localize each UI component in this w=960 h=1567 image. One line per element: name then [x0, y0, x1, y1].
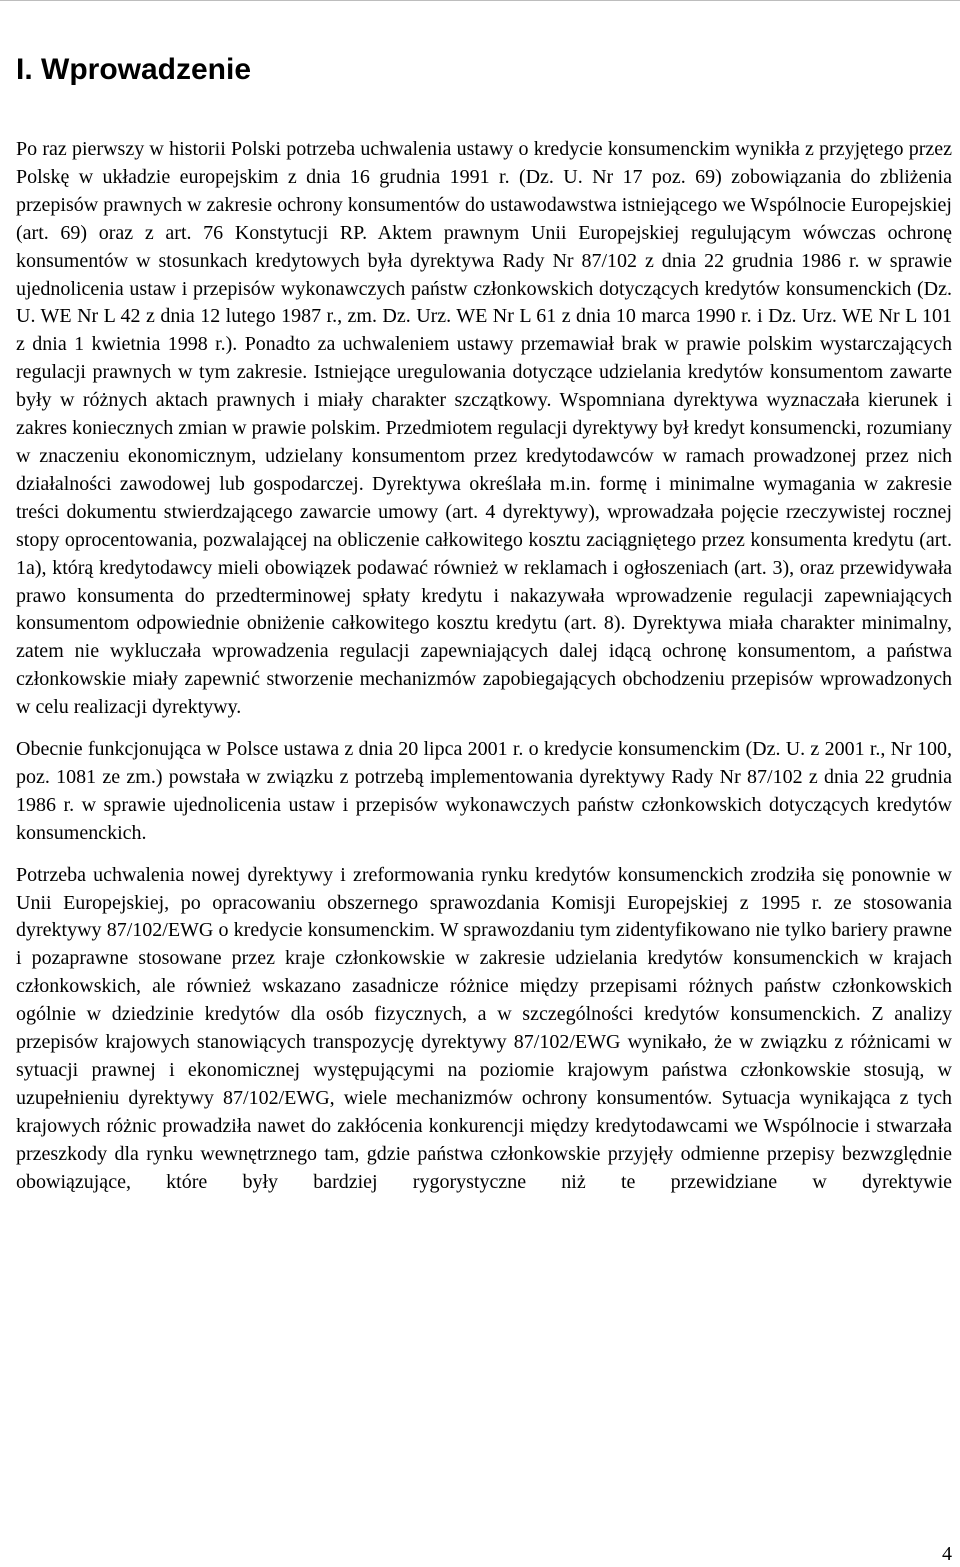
paragraph-1: Po raz pierwszy w historii Polski potrzeba uchwalenia ustawy o kredycie konsumenckim wynikła z przyjętego przez Polskę w układzie europejskim z dnia 16 grudnia 1991 r. (Dz. U. Nr 17 poz. 69) zobowiązania do zbliżenia przepisów prawnych w zakresie ochrony konsumentów do ustawodawstwa istniejącego we Wspólnocie Europejskiej (art. 69) oraz z art. 76 Konstytucji RP. Aktem prawnym Unii Europejskiej regulującym wówczas ochronę konsumentów w stosunkach kredytowych była dyrektywa Rady Nr 87/102 z dnia 22 grudnia 1986 r. w sprawie ujednolicenia ustaw i przepisów wykonawczych państw członkowskich dotyczących kredytów konsumenckich (Dz. U. WE Nr L 42 z dnia 12 lutego 1987 r., zm. Dz. Urz. WE Nr L 61 z dnia 10 marca 1990 r. i Dz. Urz. WE Nr L 101 z dnia 1 kwietnia 1998 r.). Ponadto za uchwaleniem ustawy przemawiał brak w prawie polskim wystarczających regulacji prawnych w tym zakresie. Istniejące uregulowania dotyczące udzielania kredytów konsumentom zawarte były w różnych aktach prawnych i miały charakter szczątkowy. Wspomniana dyrektywa wyznaczała kierunek i zakres koniecznych zmian w prawie polskim. Przedmiotem regulacji dyrektywy był kredyt konsumencki, rozumiany w znaczeniu ekonomicznym, udzielany konsumentom przez kredytodawców w ramach prowadzonej przez nich działalności zawodowej lub gospodarczej. Dyrektywa określała m.in. formę i minimalne wymagania w zakresie treści dokumentu stwierdzającego zawarcie umowy (art. 4 dyrektywy), wprowadzała pojęcie rzeczywistej rocznej stopy oprocentowania, pozwalającej na obliczenie całkowitego kosztu zaciągniętego przez konsumenta kredytu (art. 1a), którą kredytodawcy mieli obowiązek podawać również w reklamach i ogłoszeniach (art. 3), oraz przewidywała prawo konsumenta do przedterminowej spłaty kredytu i nakazywała wprowadzenie regulacji zapewniających konsumentom odpowiednie obniżenie całkowitego kosztu kredytu (art. 8). Dyrektywa miała charakter minimalny, zatem nie wykluczała wprowadzenia regulacji zapewniających dalej idącą ochronę konsumentom, a państwa członkowskie miały zapewnić stworzenie mechanizmów zapobiegających obchodzeniu przepisów wprowadzonych w celu realizacji dyrektywy. — [16, 138, 952, 719]
top-rule — [0, 0, 960, 1]
body-text — [16, 136, 952, 1197]
section-heading: I. Wprowadzenie — [16, 53, 252, 86]
paragraph-3: Potrzeba uchwalenia nowej dyrektywy i zreformowania rynku kredytów konsumenckich zrodziła się ponownie w Unii Europejskiej, po opracowaniu obszernego sprawozdania Komisji Europejskiej z 1995 r. ze stosowania dyrektywy 87/102/EWG o kredycie konsumenckim. W sprawozdaniu tym zidentyfikowano nie tylko bariery prawne i pozaprawne stosowane przez kraje członkowskie w zakresie udzielania kredytów konsumenckich w krajach członkowskich, ale również wskazano zasadnicze różnice między przepisami różnych państw członkowskich ogólnie w dziedzinie kredytów dla osób fizycznych, a w szczególności kredytów konsumenckich. Z analizy przepisów krajowych stanowiących transpozycję dyrektywy 87/102/EWG wynikało, że w związku z różnicami w sytuacji prawnej i ekonomicznej występującymi na poziomie krajowym państwa członkowskie stosują, w uzupełnieniu dyrektywy 87/102/EWG, wiele mechanizmów ochrony konsumentów. Sytuacja wynikająca z tych krajowych różnic prowadziła nawet do zakłócenia konkurencji między kredytodawcami we Wspólnocie i stwarzała przeszkody dla rynku wewnętrznego tam, gdzie państwa członkowskie przyjęły odmienne przepisy bezwzględnie obowiązujące, które były bardziej rygorystyczne niż te przewidziane w dyrektywie — [16, 863, 952, 1193]
page-number: 4 — [942, 1543, 952, 1565]
paragraph-2: Obecnie funkcjonująca w Polsce ustawa z dnia 20 lipca 2001 r. o kredycie konsumenckim (Dz. U. z 2001 r., Nr 100, poz. 1081 ze zm.) powstała w związku z potrzebą implementowania dyrektywy Rady Nr 87/102 z dnia 22 grudnia 1986 r. w sprawie ujednolicenia ustaw i przepisów wykonawczych państw członkowskich dotyczących kredytów konsumenckich. — [16, 738, 952, 844]
